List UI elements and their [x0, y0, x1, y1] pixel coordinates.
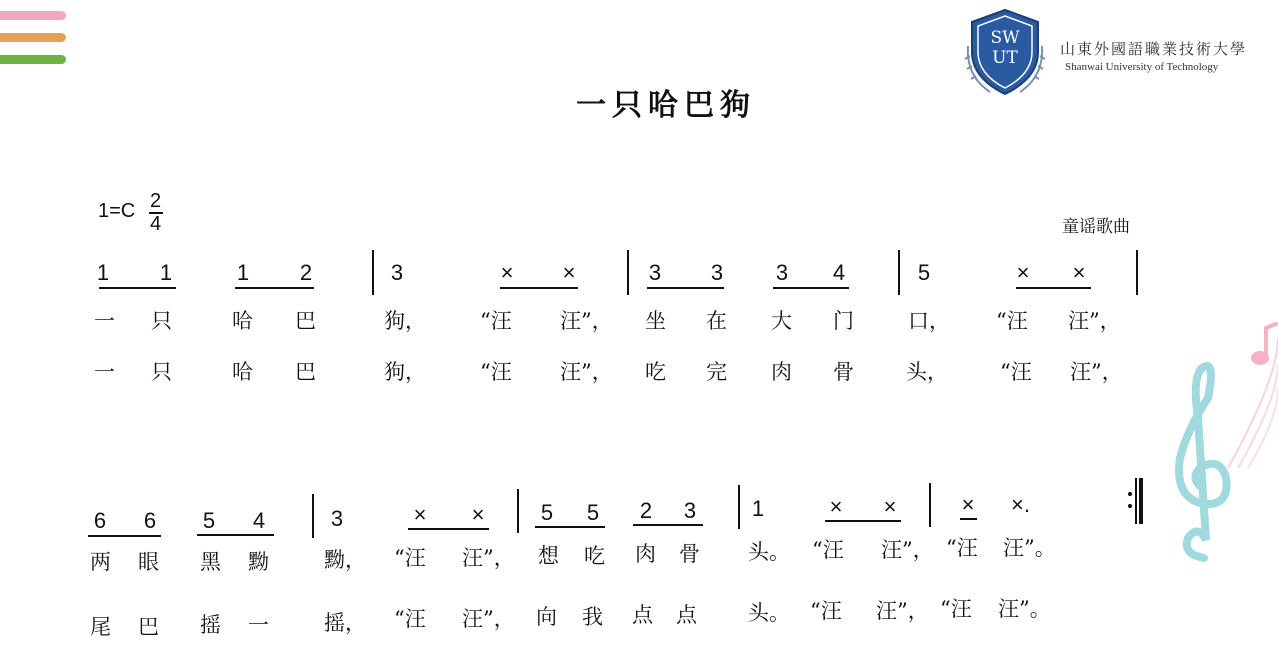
lyric: 汪”，	[1068, 309, 1121, 333]
lyric: 哈	[232, 309, 253, 333]
note: ×	[500, 260, 514, 285]
lyric: “汪	[1000, 360, 1032, 384]
lyric: 一	[94, 309, 115, 333]
note: ×	[413, 502, 427, 527]
note: ×	[883, 494, 897, 519]
song-credit: 童谣歌曲	[1062, 217, 1130, 237]
note: ×	[1016, 260, 1030, 285]
lyric: “汪	[394, 607, 426, 631]
lyric: 巴	[138, 615, 159, 639]
note: 1	[96, 260, 110, 285]
logo-text-top: SW	[990, 28, 1020, 48]
bar-line	[1136, 250, 1138, 295]
note: 5	[586, 500, 600, 525]
decor-stripe-pink	[0, 11, 66, 20]
note: 1	[751, 496, 765, 521]
bar-line	[738, 485, 740, 529]
lyric: 我	[582, 605, 603, 629]
lyric: 吃	[645, 360, 666, 384]
lyric: 汪”，	[560, 309, 613, 333]
lyric: 肉	[635, 542, 656, 566]
lyric: 巴	[295, 360, 316, 384]
note: 2	[299, 260, 313, 285]
note: 2	[639, 498, 653, 523]
treble-clef-icon	[1168, 318, 1278, 568]
school-logo	[960, 6, 1050, 102]
lyric: 汪”，	[462, 546, 515, 570]
underline	[535, 526, 605, 528]
lyric: 完	[706, 360, 727, 384]
note: ×	[829, 494, 843, 519]
lyric: 点	[632, 603, 653, 627]
lyric: 一	[248, 613, 269, 637]
lyric: “汪	[940, 597, 972, 621]
lyric: “汪	[996, 309, 1028, 333]
lyric: 眼	[138, 550, 159, 574]
lyric: 头。	[748, 540, 790, 564]
underline	[773, 287, 849, 289]
note: 5	[917, 260, 931, 285]
school-name-en: Shanwai University of Technology	[1065, 61, 1219, 73]
repeat-end-sign	[1128, 478, 1144, 524]
lyric: 肉	[771, 360, 792, 384]
note: ×	[1072, 260, 1086, 285]
lyric: 汪”。	[998, 597, 1051, 621]
lyric: 汪”，	[881, 538, 934, 562]
lyric: 黑	[200, 550, 221, 574]
bar-line	[898, 250, 900, 295]
bar-line	[517, 489, 519, 533]
school-name-cn: 山東外國語職業技術大學	[1060, 40, 1248, 58]
lyric: 只	[151, 360, 172, 384]
note: 3	[775, 260, 789, 285]
decor-stripe-green	[0, 55, 66, 64]
note: 4	[252, 508, 266, 533]
underline	[1016, 287, 1091, 289]
note: 3	[330, 506, 344, 531]
lyric: 门	[833, 309, 854, 333]
note: 6	[93, 508, 107, 533]
note: ×.	[1011, 492, 1030, 517]
lyric: “汪	[394, 546, 426, 570]
underline	[88, 535, 161, 537]
note: 5	[540, 500, 554, 525]
lyric: 骨	[833, 360, 854, 384]
lyric: 向	[536, 605, 557, 629]
lyric: 尾	[90, 615, 111, 639]
note: 6	[143, 508, 157, 533]
treble-clef-decoration	[1168, 318, 1278, 568]
underline	[408, 528, 489, 530]
underline	[235, 287, 314, 289]
lyric: 摇，	[324, 611, 366, 635]
note: 3	[648, 260, 662, 285]
lyric: 大	[771, 309, 792, 333]
lyric: 在	[706, 309, 727, 333]
underline	[197, 534, 274, 536]
underline	[633, 524, 703, 526]
note: ×	[562, 260, 576, 285]
bar-line	[372, 250, 374, 295]
time-signature-bottom: 4	[150, 213, 162, 235]
lyric: 黝	[248, 550, 269, 574]
lyric: “汪	[480, 360, 512, 384]
lyric: 头。	[748, 601, 790, 625]
lyric: “汪	[812, 538, 844, 562]
lyric: 巴	[295, 309, 316, 333]
decor-stripe-orange	[0, 33, 66, 42]
lyric: 点	[676, 603, 697, 627]
lyric: 狗，	[384, 309, 426, 333]
note: 5	[202, 508, 216, 533]
lyric: 只	[151, 309, 172, 333]
lyric: 汪”，	[876, 599, 929, 623]
lyric: 口，	[908, 309, 950, 333]
lyric: 黝，	[324, 548, 366, 572]
lyric: 骨	[679, 542, 700, 566]
lyric: 想	[538, 544, 559, 568]
lyric: 狗，	[384, 360, 426, 384]
lyric: 摇	[200, 613, 221, 637]
lyric: 汪”，	[462, 607, 515, 631]
lyric: 吃	[584, 544, 605, 568]
bar-line	[929, 483, 931, 527]
lyric: 汪”，	[560, 360, 613, 384]
note: ×	[961, 492, 975, 517]
underline	[825, 520, 901, 522]
lyric: 哈	[232, 360, 253, 384]
logo-text-bottom: UT	[992, 48, 1018, 68]
lyric: 头，	[906, 360, 948, 384]
underline	[960, 518, 977, 520]
time-signature-top: 2	[150, 190, 162, 212]
note: 3	[390, 260, 404, 285]
note: ×	[471, 502, 485, 527]
underline	[500, 287, 578, 289]
note: 3	[710, 260, 724, 285]
lyric: “汪	[480, 309, 512, 333]
note: 4	[832, 260, 846, 285]
lyric: 汪”，	[1070, 360, 1123, 384]
lyric: 汪”。	[1003, 536, 1056, 560]
note: 1	[159, 260, 173, 285]
underline	[647, 287, 724, 289]
note: 1	[236, 260, 250, 285]
song-title: 一只哈巴狗	[576, 88, 756, 123]
key-signature: 1=C	[98, 200, 136, 222]
lyric: 一	[94, 360, 115, 384]
lyric: “汪	[946, 536, 978, 560]
lyric: 坐	[645, 309, 666, 333]
lyric: 两	[90, 550, 111, 574]
note: 3	[683, 498, 697, 523]
underline	[99, 287, 176, 289]
bar-line	[627, 250, 629, 295]
bar-line	[312, 494, 314, 538]
lyric: “汪	[810, 599, 842, 623]
